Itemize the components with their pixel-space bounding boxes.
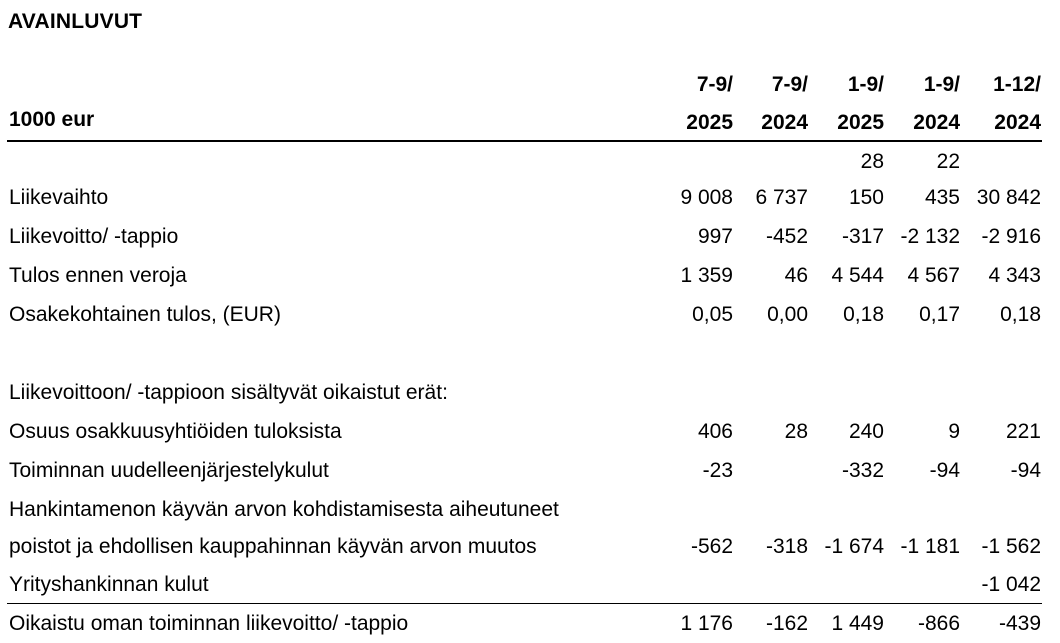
table-cell: -1 562 <box>981 535 1041 558</box>
table-cell: -318 <box>765 535 808 558</box>
table-cell: -94 <box>1010 459 1041 482</box>
page-title: AVAINLUVUT <box>8 10 143 33</box>
table-cell: 22 <box>936 150 960 173</box>
table-cell: -1 042 <box>981 573 1041 596</box>
column-header-line1: 1-9/ <box>847 73 884 96</box>
row-label: Toiminnan uudelleenjärjestelykulut <box>9 459 329 482</box>
table-cell: -332 <box>841 459 884 482</box>
row-label: Osuus osakkuusyhtiöiden tuloksista <box>9 420 342 443</box>
table-cell: 9 008 <box>680 186 733 209</box>
table-row <box>0 256 1060 295</box>
table-cell: 1 359 <box>680 264 733 287</box>
table-cell: 4 343 <box>988 264 1041 287</box>
table-cell: 150 <box>848 186 884 209</box>
table-cell: 28 <box>784 420 808 443</box>
table-cell: -439 <box>998 612 1041 635</box>
table-cell: 1 449 <box>831 612 884 635</box>
table-row <box>0 295 1060 334</box>
table-cell: -2 916 <box>981 225 1041 248</box>
table-cell: 0,17 <box>919 303 960 326</box>
table-cell: -23 <box>702 459 733 482</box>
table-cell: 0,05 <box>692 303 733 326</box>
table-row <box>0 565 1060 604</box>
table-cell: 6 737 <box>755 186 808 209</box>
column-header-line2: 2024 <box>761 111 808 134</box>
column-header-5 <box>961 66 1041 142</box>
table-cell: 0,18 <box>1000 303 1041 326</box>
table-cell: 4 544 <box>831 264 884 287</box>
row-label: Hankintamenon käyvän arvon kohdistamisesta aiheutuneet <box>9 498 559 521</box>
table-cell: -562 <box>690 535 733 558</box>
total-divider <box>7 603 1042 604</box>
column-header-1 <box>653 66 733 142</box>
row-label: Liikevoittoon/ -tappioon sisältyvät oikaistut erät: <box>9 381 448 404</box>
row-label: Oikaistu oman toiminnan liikevoitto/ -tappio <box>9 612 409 635</box>
table-cell: -94 <box>929 459 960 482</box>
column-header-line1: 7-9/ <box>771 73 808 96</box>
table-row <box>0 373 1060 412</box>
table-row <box>0 604 1060 643</box>
table-cell: 435 <box>924 186 960 209</box>
table-cell: 4 567 <box>907 264 960 287</box>
table-row <box>0 142 1060 181</box>
column-header-line2: 2024 <box>994 111 1041 134</box>
table-cell: -162 <box>765 612 808 635</box>
row-label: Tulos ennen veroja <box>9 264 187 287</box>
column-header-line2: 2024 <box>913 111 960 134</box>
column-header-3 <box>804 66 884 142</box>
table-cell: 30 842 <box>976 186 1041 209</box>
column-header-line2: 2025 <box>686 111 733 134</box>
table-cell: -452 <box>765 225 808 248</box>
table-cell: 221 <box>1005 420 1041 443</box>
column-header-line1: 1-12/ <box>993 73 1041 96</box>
column-header-2 <box>728 66 808 142</box>
table-cell: 0,18 <box>843 303 884 326</box>
table-cell: 1 176 <box>680 612 733 635</box>
table-row <box>0 490 1060 529</box>
row-label: Osakekohtainen tulos, (EUR) <box>9 303 281 326</box>
row-label: Liikevoitto/ -tappio <box>9 225 179 248</box>
column-header-line1: 1-9/ <box>923 73 960 96</box>
table-row <box>0 334 1060 373</box>
column-header-4 <box>880 66 960 142</box>
table-cell: -1 674 <box>824 535 884 558</box>
table-cell: 9 <box>948 420 960 443</box>
table-cell: 28 <box>860 150 884 173</box>
table-cell: -317 <box>841 225 884 248</box>
table-cell: 406 <box>697 420 733 443</box>
table-cell: -2 132 <box>900 225 960 248</box>
table-row <box>0 451 1060 490</box>
table-cell: -866 <box>917 612 960 635</box>
column-header-line2: 2025 <box>837 111 884 134</box>
row-label: poistot ja ehdollisen kauppahinnan käyvän arvon muutos <box>9 535 537 558</box>
table-cell: 240 <box>848 420 884 443</box>
table-row <box>0 178 1060 217</box>
table-cell: 46 <box>784 264 808 287</box>
table-cell: 997 <box>697 225 733 248</box>
unit-label: 1000 eur <box>9 108 95 131</box>
table-row <box>0 217 1060 256</box>
column-header-line1: 7-9/ <box>696 73 733 96</box>
table-row <box>0 412 1060 451</box>
table-row <box>0 527 1060 566</box>
row-label: Yrityshankinnan kulut <box>9 573 209 596</box>
table-cell: -1 181 <box>900 535 960 558</box>
table-cell: 0,00 <box>767 303 808 326</box>
row-label: Liikevaihto <box>9 186 109 209</box>
